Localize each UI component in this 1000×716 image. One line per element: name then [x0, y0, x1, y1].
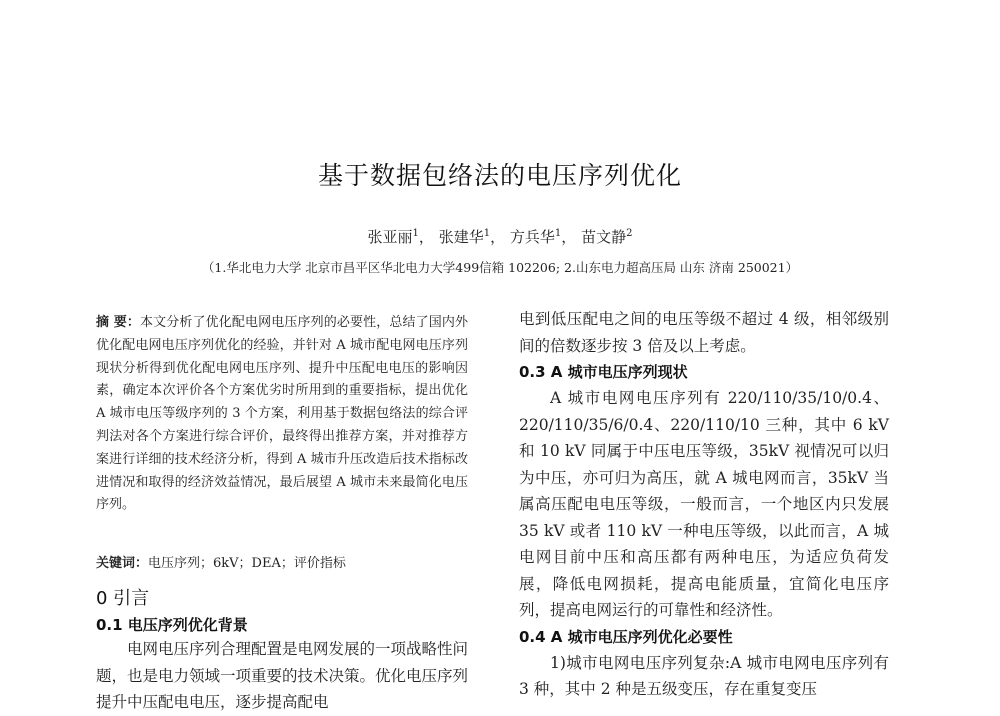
affiliation-line: （1.华北电力大学 北京市昌平区华北电力大学499信箱 102206; 2.山东电力超高压局 山东 济南 250021） [201, 260, 799, 275]
section-heading-intro: 0 引言 [96, 588, 150, 609]
author-affil-mark: 1 [483, 228, 491, 239]
author-affil-mark: 2 [626, 228, 633, 239]
left-column-body [96, 636, 468, 716]
author-separator: ， [418, 228, 434, 246]
section-heading-status: 0.3 A 城市电压序列现状 [519, 363, 688, 381]
author-name: 张亚丽 [367, 228, 413, 246]
paragraph: A 城市电网电压序列有 220/110/35/10/0.4、220/110/35/6/0.4、220/110/10 三种，其中 6 kV 和 10 kV 同属于中压电压等级，35kV 视情况可以归为中压，亦可归为高压，就 A 城电网而言，35kV 当属高压配电电压等级，一般而言，一个地区内只发展 35 kV 或者 110 kV 一种电压等级，以此而言，A 城电网目前中压和高压都有两种电压，为适应负荷发展，降低电网损耗，提高电能质量，宜简化电压序列，提高电网运行的可靠性和经济性。 [519, 389, 889, 619]
author-name: 苗文静 [581, 228, 627, 246]
right-column-body [519, 306, 889, 703]
section-heading-necessity: 0.4 A 城市电压序列优化必要性 [519, 627, 733, 646]
author-separator: ， [490, 228, 506, 246]
keywords [96, 552, 468, 571]
author-affil-mark: 1 [554, 228, 562, 239]
author-list [0, 226, 1000, 247]
paragraph-continued: 电到低压配电之间的电压等级不超过 4 级，相邻级别间的倍数逐步按 3 倍及以上考虑。 [519, 310, 889, 355]
section-heading-background: 0.1 电压序列优化背景 [96, 616, 248, 634]
paragraph: 1)城市电网电压序列复杂:A 城市电网电压序列有 3 种，其中 2 种是五级变压，存在重复变压 [519, 653, 889, 698]
author-name: 方兵华 [509, 228, 555, 246]
keywords-text: 电压序列；6kV；DEA；评价指标 [148, 556, 346, 571]
abstract-text: 本文分析了优化配电网电压序列的必要性，总结了国内外优化配电网电压序列优化的经验，并针对 A 城市配电网电压序列现状分析得到优化配电网电压序列、提升中压配电电压的影响因素，确定本次评价各个方案优劣时所用到的重要指标，提出优化 A 城市电压等级序列的 3 个方案，利用基于数据包络法的综合评判法对各个方案进行综合评价，最终得出推荐方案，并对推荐方案进行详细的技术经济分析，得到 A 城市升压改造后技术指标改进情况和取得的经济效益情况，最后展望 A 城市未来最简化电压序列。 [96, 315, 468, 513]
paragraph: 电网电压序列合理配置是电网发展的一项战略性问题，也是电力领域一项重要的技术决策。优化电压序列提升中压配电电压，逐步提高配电 [96, 640, 469, 711]
paper-title: 基于数据包络法的电压序列优化 [317, 161, 682, 190]
abstract [96, 312, 468, 517]
author-name: 张建华 [438, 228, 484, 246]
author-affil-mark: 1 [412, 228, 419, 239]
keywords-label: 关键词： [96, 556, 149, 571]
author-separator: ， [561, 228, 577, 246]
abstract-label: 摘 要： [96, 315, 141, 330]
